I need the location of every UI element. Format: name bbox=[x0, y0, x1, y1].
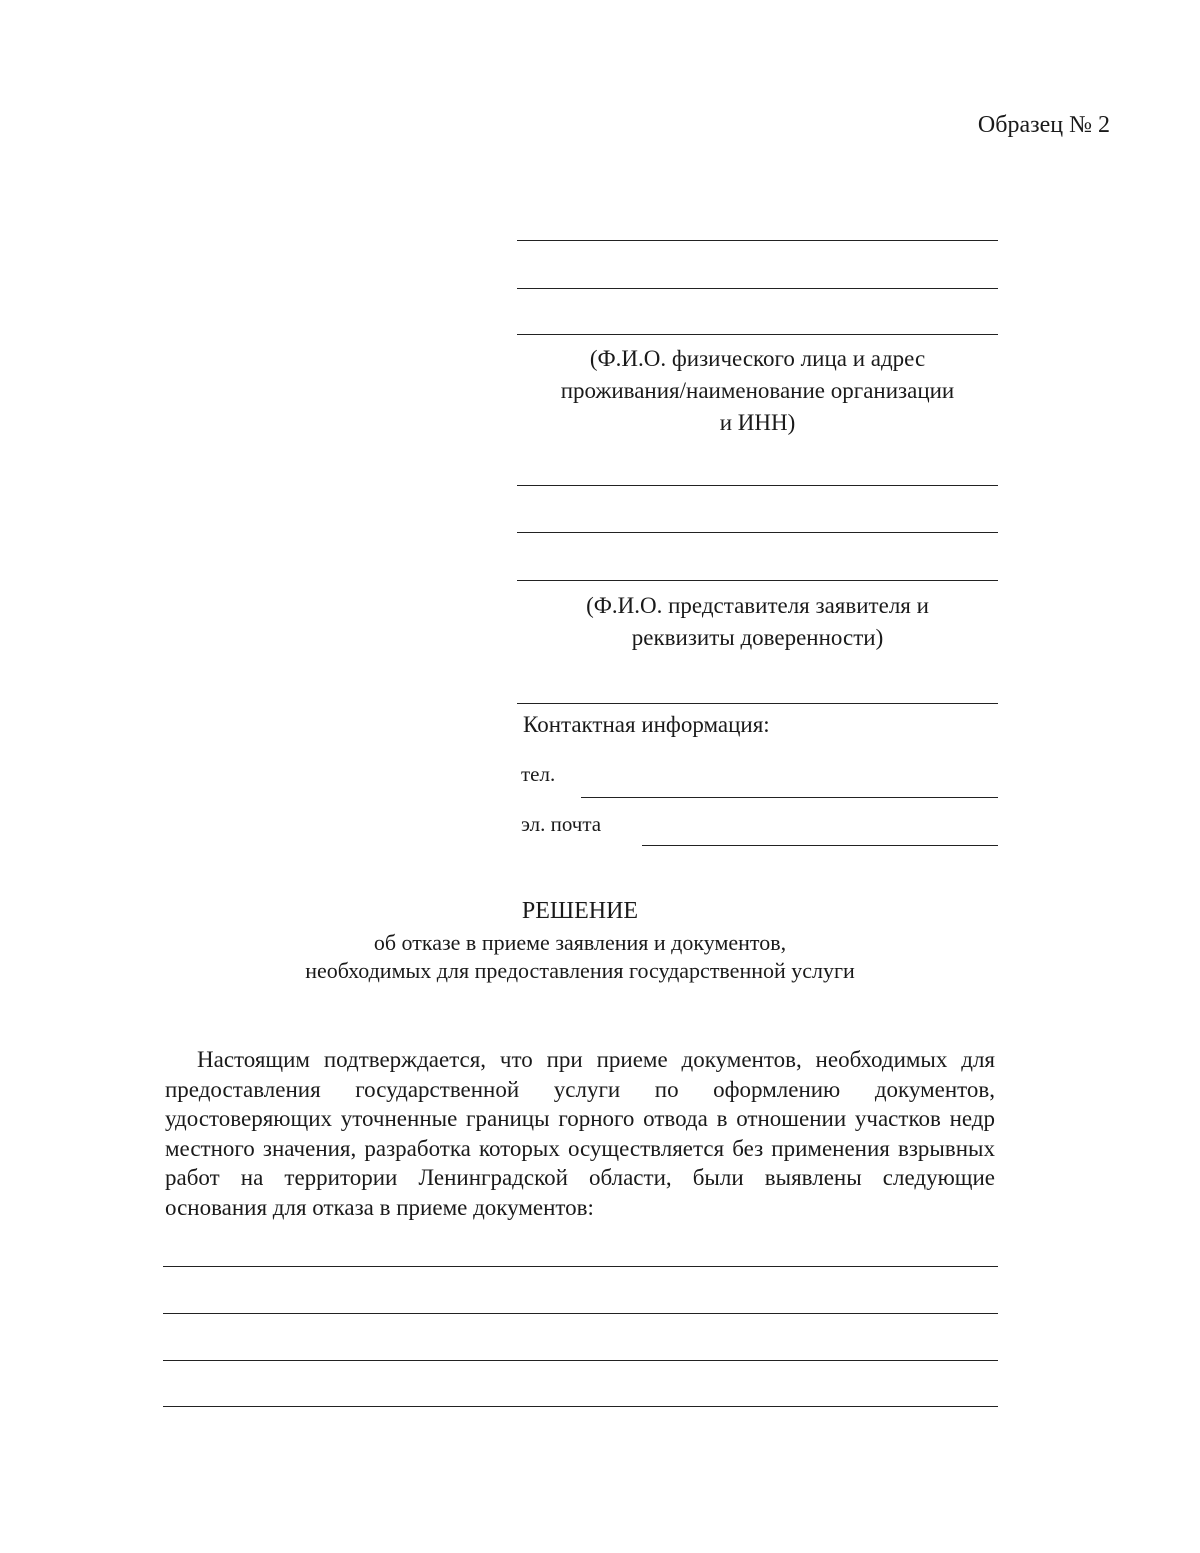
representative-line-3 bbox=[517, 580, 998, 581]
decision-subtitle-line-2: необходимых для предоставления государственной услуги bbox=[305, 958, 855, 983]
reason-line-2 bbox=[163, 1313, 998, 1314]
applicant-line-3 bbox=[517, 334, 998, 335]
reason-line-4 bbox=[163, 1406, 998, 1407]
decision-subtitle bbox=[150, 929, 1010, 985]
body-paragraph: Настоящим подтверждается, что при приеме документов, необходимых для предоставления государственной услуги по оформлению документов, удостоверяющих уточненные границы горного отвода в отношении участков недр местного значения, разработка которых осуществляется без применения взрывных работ на территории Ленинградской области, были выявлены следующие основания для отказа в приеме документов: bbox=[165, 1047, 995, 1220]
applicant-caption-line-3: и ИНН) bbox=[719, 410, 796, 435]
applicant-line-2 bbox=[517, 288, 998, 289]
applicant-caption bbox=[515, 343, 1000, 439]
representative-caption-line-1: (Ф.И.О. представителя заявителя и bbox=[586, 593, 929, 618]
phone-line bbox=[581, 797, 998, 798]
decision-title: РЕШЕНИЕ bbox=[521, 898, 639, 924]
representative-line-1 bbox=[517, 485, 998, 486]
decision-subtitle-line-1: об отказе в приеме заявления и документов, bbox=[373, 930, 787, 955]
applicant-caption-line-1: (Ф.И.О. физического лица и адрес bbox=[589, 346, 926, 371]
representative-line-2 bbox=[517, 532, 998, 533]
representative-caption-line-2: реквизиты доверенности) bbox=[631, 625, 884, 650]
applicant-line-1 bbox=[517, 240, 998, 241]
phone-label: тел. bbox=[521, 762, 556, 786]
sample-number: Образец № 2 bbox=[977, 112, 1110, 138]
applicant-caption-line-2: проживания/наименование организации bbox=[560, 378, 955, 403]
reason-line-3 bbox=[163, 1360, 998, 1361]
representative-caption bbox=[515, 590, 1000, 654]
email-label: эл. почта bbox=[521, 812, 602, 836]
reason-line-1 bbox=[163, 1266, 998, 1267]
contact-top-line bbox=[517, 703, 998, 704]
email-line bbox=[642, 845, 998, 846]
contact-heading: Контактная информация: bbox=[523, 712, 770, 737]
